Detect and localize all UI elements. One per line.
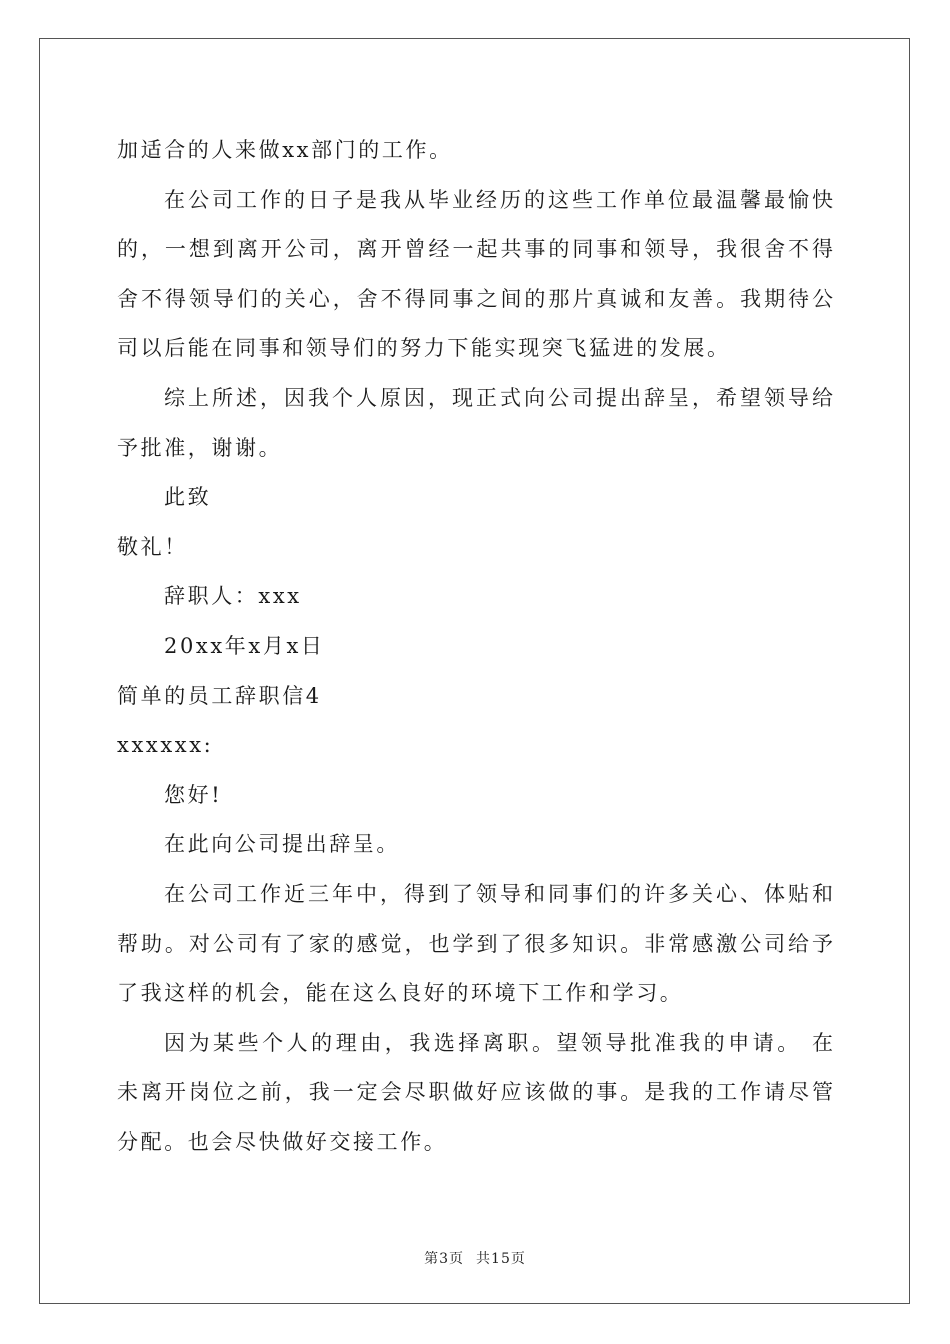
section-title: 简单的员工辞职信4	[117, 683, 322, 708]
text-line: 帮助。对公司有了家的感觉，也学到了很多知识。非常感激公司给予	[117, 931, 833, 956]
text-line: 在此向公司提出辞呈。	[164, 832, 400, 857]
recipient-line: xxxxxx:	[117, 733, 214, 758]
closing-regards: 敬礼！	[117, 534, 188, 559]
date-line: 20xx年x月x日	[164, 633, 325, 658]
text-line: 综上所述，因我个人原因，现正式向公司提出辞呈，希望领导给	[164, 385, 833, 410]
page-footer	[0, 1248, 950, 1268]
text-line: 分配。也会尽快做好交接工作。	[117, 1129, 448, 1154]
text-line: 在公司工作近三年中，得到了领导和同事们的许多关心、体贴和	[164, 881, 833, 906]
text-line: 在公司工作的日子是我从毕业经历的这些工作单位最温馨最愉快	[164, 187, 833, 212]
signature-line: 辞职人：xxx	[164, 584, 302, 609]
text-line: 了我这样的机会，能在这么良好的环境下工作和学习。	[117, 981, 684, 1006]
text-line: 予批准，谢谢。	[117, 435, 283, 460]
text-line: 的，一想到离开公司，离开曾经一起共事的同事和领导，我很舍不得	[117, 237, 833, 262]
text-line: 加适合的人来做xx部门的工作。	[117, 138, 453, 162]
page-number: 第3页	[424, 1251, 465, 1267]
page-total: 共15页	[476, 1251, 526, 1267]
closing-salutation: 此致	[164, 485, 212, 510]
text-line: 未离开岗位之前，我一定会尽职做好应该做的事。是我的工作请尽管	[117, 1080, 833, 1105]
text-line: 因为某些个人的理由，我选择离职。望领导批准我的申请。 在	[164, 1030, 833, 1055]
text-line: 舍不得领导们的关心，舍不得同事之间的那片真诚和友善。我期待公	[117, 286, 833, 311]
letter-body	[117, 126, 833, 1167]
text-line: 司以后能在同事和领导们的努力下能实现突飞猛进的发展。	[117, 336, 731, 361]
greeting-line: 您好!	[164, 782, 223, 807]
